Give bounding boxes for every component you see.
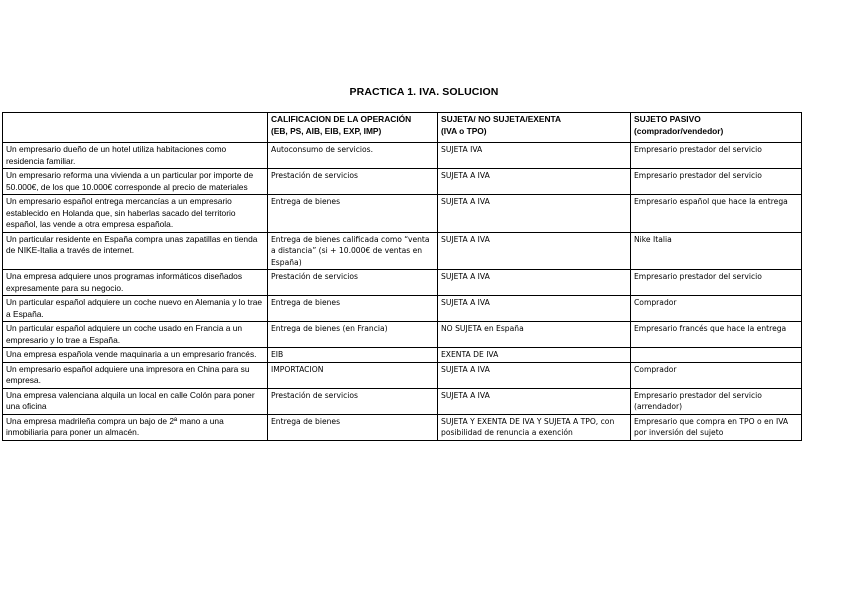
table-row <box>3 270 802 296</box>
calificacion-cell: Prestación de servicios <box>268 270 438 296</box>
header-calificacion-line1: CALIFICACION DE LA OPERACIÓN <box>271 114 412 124</box>
sujeto-pasivo-cell: Comprador <box>631 296 802 322</box>
sujeto-pasivo-cell: Empresario prestador del servicio <box>631 143 802 169</box>
header-pasivo-line1: SUJETO PASIVO <box>634 114 701 124</box>
operation-cell: Un particular español adquiere un coche usado en Francia a un empresario y lo trae a España. <box>3 322 268 348</box>
table-row <box>3 232 802 270</box>
sujeto-pasivo-cell <box>631 348 802 363</box>
table-row <box>3 296 802 322</box>
iva-solution-table <box>2 112 802 441</box>
sujeta-cell: EXENTA DE IVA <box>438 348 631 363</box>
sujeto-pasivo-cell: Empresario francés que hace la entrega <box>631 322 802 348</box>
operation-cell: Una empresa valenciana alquila un local en calle Colón para poner una oficina <box>3 388 268 414</box>
operation-cell: Una empresa adquiere unos programas informáticos diseñados expresamente para su negocio. <box>3 270 268 296</box>
sujeta-cell: SUJETA A IVA <box>438 296 631 322</box>
calificacion-cell: Entrega de bienes calificada como “venta a distancia” (si + 10.000€ de ventas en España) <box>268 232 438 270</box>
sujeta-cell: SUJETA Y EXENTA DE IVA Y SUJETA A TPO, con posibilidad de renuncia a exención <box>438 414 631 440</box>
table-row <box>3 388 802 414</box>
sujeto-pasivo-cell: Empresario español que hace la entrega <box>631 195 802 233</box>
sujeta-cell: SUJETA A IVA <box>438 388 631 414</box>
table-header-row <box>3 113 802 143</box>
sujeto-pasivo-cell: Comprador <box>631 362 802 388</box>
operation-cell: Una empresa española vende maquinaria a un empresario francés. <box>3 348 268 363</box>
calificacion-cell: EIB <box>268 348 438 363</box>
sujeta-cell: SUJETA A IVA <box>438 270 631 296</box>
table-row <box>3 143 802 169</box>
operation-cell: Un empresario español entrega mercancías a un empresario establecido en Holanda que, sin haberlas sacado del territorio español, las vende a otra empresa española. <box>3 195 268 233</box>
table-row <box>3 414 802 440</box>
header-sujeto-pasivo <box>631 113 802 143</box>
calificacion-cell: Prestación de servicios <box>268 388 438 414</box>
calificacion-cell: Entrega de bienes <box>268 296 438 322</box>
header-calificacion-line2: (EB, PS, AIB, EIB, EXP, IMP) <box>271 125 382 136</box>
sujeta-cell: NO SUJETA en España <box>438 322 631 348</box>
operation-cell: Un empresario español adquiere una impresora en China para su empresa. <box>3 362 268 388</box>
table-row <box>3 322 802 348</box>
operation-cell: Un empresario dueño de un hotel utiliza habitaciones como residencia familiar. <box>3 143 268 169</box>
calificacion-cell: Autoconsumo de servicios. <box>268 143 438 169</box>
sujeto-pasivo-cell: Empresario prestador del servicio (arrendador) <box>631 388 802 414</box>
table-row <box>3 169 802 195</box>
operation-cell: Una empresa madrileña compra un bajo de 2ª mano a una inmobiliaria para poner un almacén. <box>3 414 268 440</box>
calificacion-cell: IMPORTACION <box>268 362 438 388</box>
calificacion-cell: Entrega de bienes (en Francia) <box>268 322 438 348</box>
header-calificacion <box>268 113 438 143</box>
calificacion-cell: Entrega de bienes <box>268 414 438 440</box>
sujeta-cell: SUJETA A IVA <box>438 232 631 270</box>
sujeto-pasivo-cell: Empresario que compra en TPO o en IVA por inversión del sujeto <box>631 414 802 440</box>
header-sujeta-line1: SUJETA/ NO SUJETA/EXENTA <box>441 114 562 124</box>
calificacion-cell: Prestación de servicios <box>268 169 438 195</box>
operation-cell: Un empresario reforma una vivienda a un particular por importe de 50.000€, de los que 10.000€ corresponde al precio de materiales <box>3 169 268 195</box>
page-title: PRACTICA 1. IVA. SOLUCION <box>349 86 499 98</box>
header-sujeta-line2: (IVA o TPO) <box>441 125 487 136</box>
operation-cell: Un particular residente en España compra unas zapatillas en tienda de NIKE-Italia a través de internet. <box>3 232 268 270</box>
sujeto-pasivo-cell: Empresario prestador del servicio <box>631 169 802 195</box>
operation-cell: Un particular español adquiere un coche nuevo en Alemania y lo trae a España. <box>3 296 268 322</box>
sujeta-cell: SUJETA A IVA <box>438 195 631 233</box>
header-sujeta <box>438 113 631 143</box>
sujeta-cell: SUJETA A IVA <box>438 362 631 388</box>
table-row <box>3 348 802 363</box>
sujeto-pasivo-cell: Nike Italia <box>631 232 802 270</box>
table-row <box>3 195 802 233</box>
sujeta-cell: SUJETA IVA <box>438 143 631 169</box>
sujeta-cell: SUJETA A IVA <box>438 169 631 195</box>
calificacion-cell: Entrega de bienes <box>268 195 438 233</box>
table-row <box>3 362 802 388</box>
sujeto-pasivo-cell: Empresario prestador del servicio <box>631 270 802 296</box>
header-pasivo-line2: (comprador/vendedor) <box>634 125 724 136</box>
header-operation <box>3 113 268 143</box>
